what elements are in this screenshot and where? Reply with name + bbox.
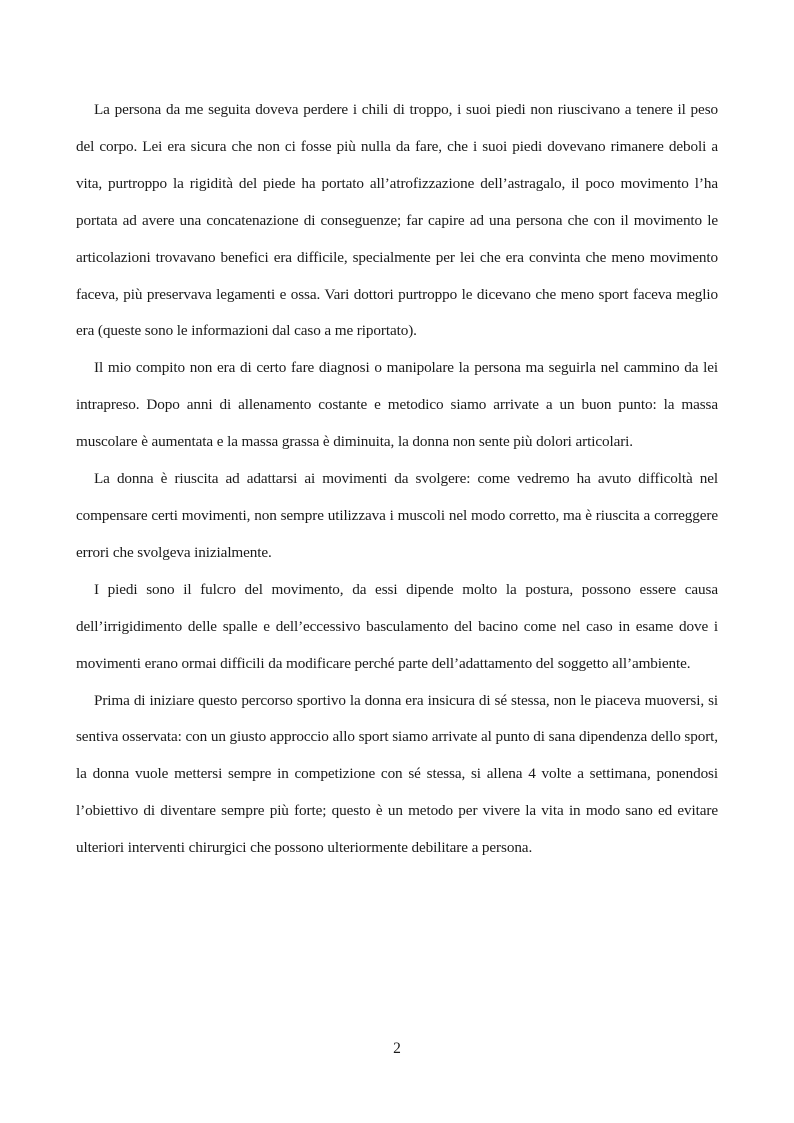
paragraph-4: I piedi sono il fulcro del movimento, da essi dipende molto la postura, possono essere causa dell’irrigidimento delle spalle e dell’eccessivo basculamento del bacino come nel caso in esame dove i movimenti erano ormai difficili da modificare perché parte dell’adattamento del soggetto all’ambiente. [76,580,718,672]
paragraph-1: La persona da me seguita doveva perdere i chili di troppo, i suoi piedi non riuscivano a tenere il peso del corpo. Lei era sicura che non ci fosse più nulla da fare, che i suoi piedi dovevano rimanere deboli a vita, purtroppo la rigidità del piede ha portato all’atrofizzazione dell’astragalo, il poco movimento l’ha portata ad avere una concatenazione di conseguenze; far capire ad una persona che con il movimento le articolazioni trovavano benefici era difficile, specialmente per lei che era convinta che meno movimento faceva, più preservava legamenti e ossa. Vari dottori purtroppo le dicevano che meno sport faceva meglio era (queste sono le informazioni dal caso a me riportato). [76,101,718,340]
page-number: 2 [393,1040,401,1057]
paragraph-3: La donna è riuscita ad adattarsi ai movimenti da svolgere: come vedremo ha avuto difficoltà nel compensare certi movimenti, non sempre utilizzava i muscoli nel modo corretto, ma è riuscita a correggere errori che svolgeva inizialmente. [76,470,718,561]
paragraph-2: Il mio compito non era di certo fare diagnosi o manipolare la persona ma seguirla nel cammino da lei intrapreso. Dopo anni di allenamento costante e metodico siamo arrivate a un buon punto: la massa muscolare è aumentata e la massa grassa è diminuita, la donna non sente più dolori articolari. [76,359,718,451]
page-body [76,92,718,867]
paragraph-5: Prima di iniziare questo percorso sportivo la donna era insicura di sé stessa, non le piaceva muoversi, si sentiva osservata: con un giusto approccio allo sport siamo arrivate al punto di sana dipendenza dello sport, la donna vuole mettersi sempre in competizione con sé stessa, si allena 4 volte a settimana, ponendosi l’obiettivo di diventare sempre più forte; questo è un metodo per vivere la vita in modo sano ed evitare ulteriori interventi chirurgici che possono ulteriormente debilitare a persona. [76,691,718,857]
